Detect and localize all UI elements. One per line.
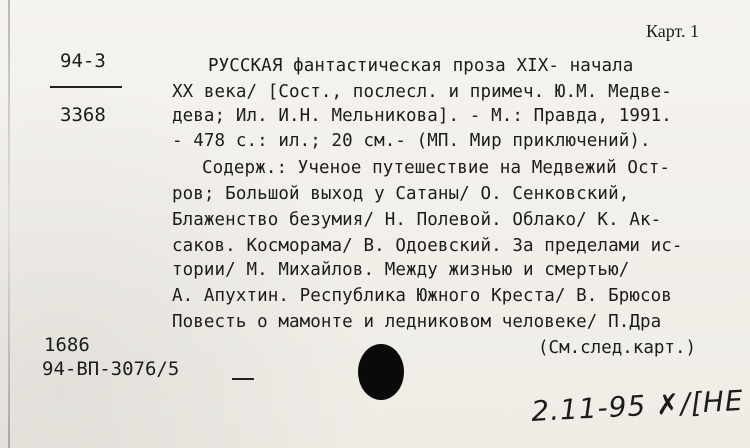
- bib-line-2: XX века/ [Сост., послесл. и примеч. Ю.М. Медве-: [172, 82, 672, 102]
- card-punch-hole: [358, 344, 404, 400]
- shelfmark-underline: [232, 378, 254, 380]
- contents-line-4: саков. Косморама/ В. Одоевский. За пределами ис-: [172, 236, 683, 256]
- bib-line-4: - 478 с.: ил.; 20 см.- (МП. Мир приключений).: [172, 131, 651, 151]
- contents-line-5: тории/ М. Михайлов. Между жизнью и смертью/: [172, 260, 630, 280]
- card-number: Карт. 1: [646, 21, 700, 41]
- contents-line-1: Содерж.: Ученое путешествие на Медвежий Ост-: [202, 158, 670, 178]
- author-sign: 3368: [60, 104, 106, 126]
- card-edge-rule: [8, 0, 10, 448]
- contents-line-2: ров; Большой выход у Сатаны/ О. Сенковский,: [172, 184, 630, 204]
- classification-divider: [50, 86, 122, 88]
- bib-line-3: дева; Ил. И.Н. Мельникова]. - М.: Правда, 1991.: [172, 106, 672, 126]
- accession-number: 1686: [44, 334, 90, 356]
- see-next-card: (См.след.карт.): [538, 338, 697, 358]
- shelfmark: 94-ВП-3076/5: [42, 358, 180, 380]
- classification-index: 94-3: [60, 50, 106, 72]
- handwritten-note: 2.11-95 ✗/[НЕ: [530, 383, 745, 428]
- contents-line-3: Блаженство безумия/ Н. Полевой. Облако/ К. Ак-: [172, 210, 662, 230]
- bib-line-1: РУССКАЯ фантастическая проза XIX- начала: [208, 56, 634, 76]
- contents-line-7: Повесть о мамонте и ледниковом человеке/ П.Дра: [172, 312, 662, 332]
- contents-line-6: А. Апухтин. Республика Южного Креста/ В. Брюсов: [172, 286, 672, 306]
